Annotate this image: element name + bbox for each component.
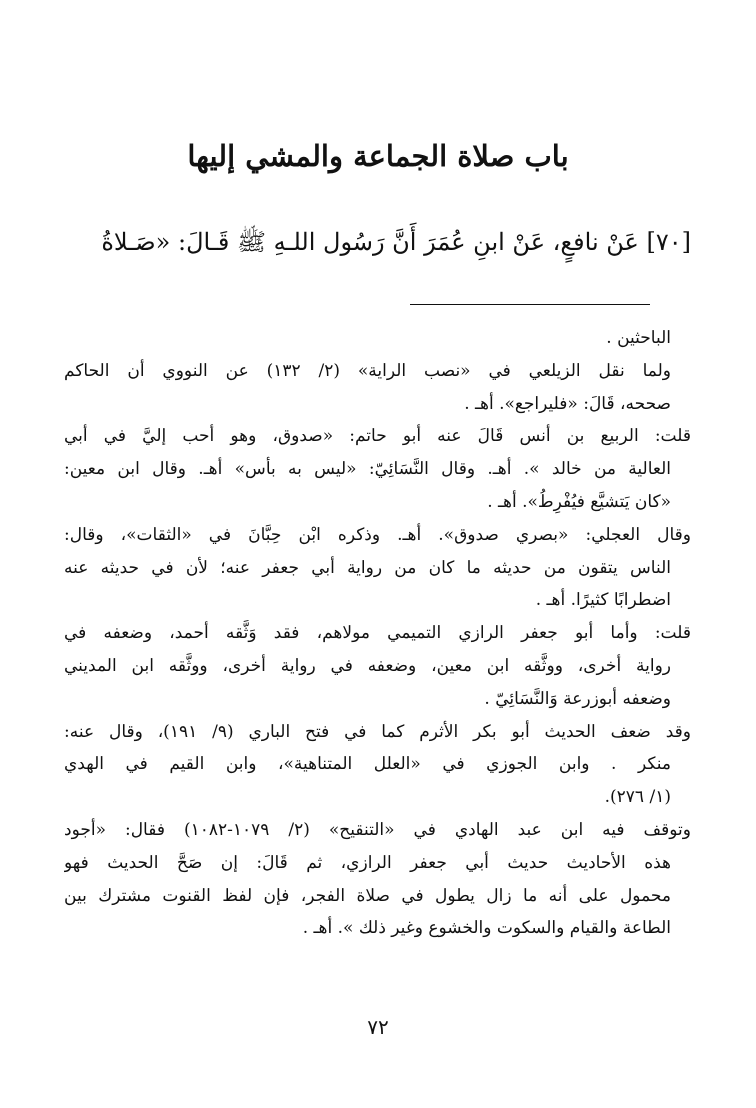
footnote-line: وضعفه أبوزرعة وَالنَّسَائِيّ . [484, 688, 671, 709]
footnotes [64, 322, 691, 945]
footnote-line: صححه، قَالَ: «فليراجع». أهـ . [464, 393, 671, 414]
footnote-line: الناس يتقون من حديثه ما كان من رواية أبي جعفر عنه؛ لأن في حديثه عنه [64, 557, 671, 578]
footnote-line: الطاعة والقيام والسكوت والخشوع وغير ذلك ». أهـ . [302, 918, 671, 939]
hadith-text: [٧٠] عَنْ نافعٍ، عَنْ ابنِ عُمَرَ أَنَّ رَسُول اللـهِ ﷺ قَـالَ: «صَـلاةُ [101, 228, 691, 256]
footnote-line: وقال العجلي: «بصري صدوق». أهـ. وذكره ابْن حِبَّانَ في «الثقات»، وقال: [64, 524, 691, 545]
footnote-line: «كان يَتشيَّع فيُفْرِطُ». أهـ . [487, 491, 671, 512]
footnote-line: قلت: وأما أبو جعفر الرازي التميمي مولاهم، فقد وَثَّقه أحمد، وضعفه في [64, 623, 691, 644]
footnote-line: وتوقف فيه ابن عبد الهادي في «التنقيح» (٢/ ١٠٧٩-١٠٨٢) فقال: «أجود [64, 819, 691, 840]
page-number: ٧٢ [367, 1015, 389, 1039]
footnote-line: وقد ضعف الحديث أبو بكر الأثرم كما في فتح الباري (٩/ ١٩١)، وقال عنه: [64, 721, 691, 742]
footnote-line: محمول على أنه ما زال يطول في صلاة الفجر، فإن لفظ القنوت مشترك بين [64, 885, 671, 906]
footnote-line: (١/ ٢٧٦). [604, 787, 671, 808]
footnote-separator [410, 304, 650, 305]
chapter-title: باب صلاة الجماعة والمشي إليها [187, 139, 569, 173]
footnote-line: الباحثين . [606, 328, 671, 348]
footnote-line: العالية من خالد ». أهـ. وقال النَّسَائِيّ: «ليس به بأس» أهـ. وقال ابن معين: [64, 459, 671, 480]
footnote-line: منكر . وابن الجوزي في «العلل المتناهية»، وابن القيم في الهدي [64, 754, 671, 775]
footnote-line: هذه الأحاديث حديث أبي جعفر الرازي، ثم قَالَ: إن صَحَّ الحديث فهو [64, 852, 671, 873]
footnote-line: رواية أخرى، ووثَّقه ابن معين، وضعفه في رواية أخرى، ووثَّقه ابن المديني [64, 655, 671, 676]
footnote-line: ولما نقل الزيلعي في «نصب الراية» (٢/ ١٣٢) عن النووي أن الحاكم [64, 360, 671, 381]
footnote-line: قلت: الربيع بن أنس قَالَ عنه أبو حاتم: «صدوق، وهو أحب إليَّ في أبي [64, 426, 691, 447]
footnote-line: اضطرابًا كثيرًا. أهـ . [535, 590, 671, 611]
